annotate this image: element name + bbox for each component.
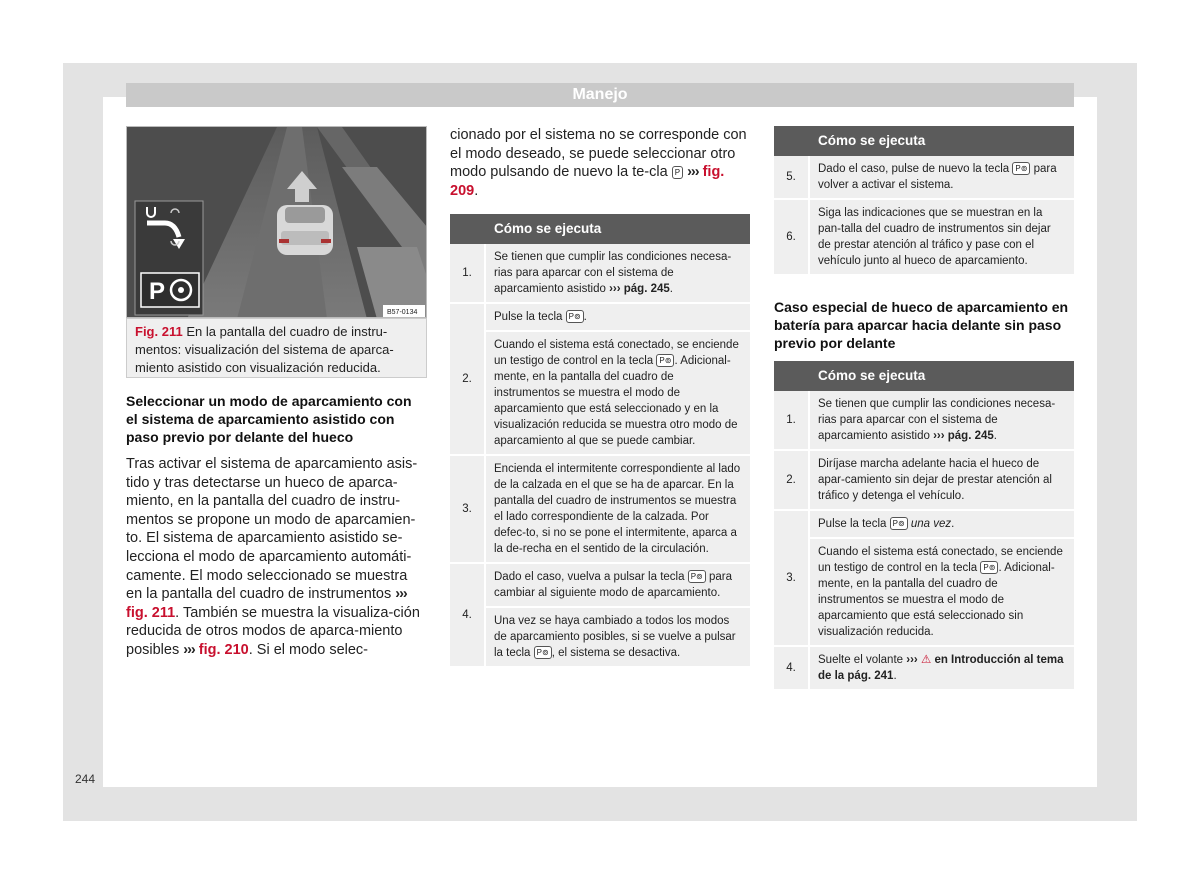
step-number: 1. [774,391,810,451]
step-text-main: Suelte el volante [818,654,904,666]
step-text-main: Dado el caso, vuelva a pulsar la tecla [494,571,685,583]
step-text-main: Pulse la tecla [818,518,887,530]
table-row [450,332,750,456]
para-text: cionado por el sistema no se corresponde con el modo deseado, se puede seleccionar otro modo pulsando de nuevo la te-cla [450,127,747,181]
table-header-num [450,214,486,244]
step-text-after: . [893,670,897,682]
ref-arrows: ››› [183,641,195,658]
step-text-main: Pulse la tecla [494,311,563,323]
parking-display-illustration [127,127,427,318]
park-assist-key-icon: P⊚ [1012,162,1030,175]
step-text [810,156,1074,200]
link-fig-211[interactable]: fig. 211 [126,604,176,621]
step-text-main: Encienda el intermitente correspondiente al lado de la calzada en el que se ha de aparcar. En la pantalla del cuadro de instrumentos se muestra el lado correspondiente de la calzada. Por defec-to, si no se pone el intermitente, aparca a la de-recha en el sentido de la circulación. [494,463,741,555]
step-text [810,647,1074,691]
table-header-num [774,361,810,391]
steps-table-1 [450,214,750,668]
figure-ref: Fig. 211 [135,324,183,339]
steps-table-2 [774,126,1074,276]
step-text-main: Cuando el sistema está conectado, se enciende un testigo de control en la tecla [494,339,739,367]
table-row [774,511,1074,539]
step-number: 2. [774,451,810,511]
ref-arrows: ››› [395,586,407,603]
park-assist-key-icon: P⊚ [980,561,998,574]
body-paragraph-left [126,455,424,660]
step-number: 6. [774,200,810,276]
step-emphasis: una vez [910,518,952,530]
park-assist-key-icon: P⊚ [534,646,552,659]
park-assist-key-icon: P [672,166,683,179]
ref-arrows: ››› [687,164,699,181]
steps-table-3 [774,361,1074,691]
table-header-title: Cómo se ejecuta [810,361,1074,391]
para-text: Tras activar el sistema de aparcamiento asis-tido y tras detectarse un hueco de aparca-miento, en la pantalla del cuadro de instru-mentos se propone un modo de aparcamien-to. El sistema de aparcamiento asistido se-lecciona el modo de aparcamiento automáti-camente. El modo seleccionado se muestra en la pantalla del cuadro de instrumentos [126,456,418,603]
step-text-after: . [583,311,587,323]
link-fig-210[interactable]: fig. 210 [198,641,249,658]
table-row [774,156,1074,200]
step-text-main: Se tienen que cumplir las condiciones necesa-rias para aparcar con el sistema de aparcamiento asistido [818,398,1056,442]
para-text: . Si el modo selec- [248,641,369,658]
table-header-row [450,214,750,244]
page-link[interactable]: ››› pág. 245 [609,283,670,295]
step-text [486,456,750,564]
table-row [774,647,1074,691]
table-row [774,539,1074,647]
car-icon [277,205,333,255]
table-header-num [774,126,810,156]
table-header-title: Cómo se ejecuta [486,214,750,244]
step-number: 3. [450,456,486,564]
warning-link[interactable]: ››› ⚠ en Introducción al tema de la pág. 241 [818,654,1064,682]
body-paragraph-middle [450,126,750,200]
table-header-row [774,126,1074,156]
page-number: 244 [75,772,96,786]
figure-caption-text: En la pantalla del cuadro de instru-mentos: visualización del sistema de aparca-miento asistido con visualización reducida. [135,324,394,375]
step-number: 4. [774,647,810,691]
step-text [486,304,750,332]
park-assist-key-icon: P⊚ [566,310,584,323]
page-link[interactable]: ››› pág. 245 [933,430,994,442]
step-number: 1. [450,244,486,304]
warning-triangle-icon: ⚠ [920,654,932,666]
step-text [486,244,750,304]
park-assist-key-icon: P⊚ [656,354,674,367]
step-text [810,200,1074,276]
step-number: 3. [774,511,810,647]
step-text [486,608,750,668]
para-text: . También se muestra la visualiza-ción reducida de otros modos de aparca-miento posibles [126,604,420,658]
table-row [450,304,750,332]
table-row [774,200,1074,276]
table-row [450,244,750,304]
step-text-after: para cambiar al siguiente modo de aparcamiento. [494,571,732,599]
park-assist-key-icon: P⊚ [890,517,908,530]
park-assist-key-icon: P⊚ [688,570,706,583]
step-text-main: Siga las indicaciones que se muestran en la pan-talla del cuadro de instrumentos sin dejar de prestar atención al tráfico y pase con el vehículo junto al hueco de aparcamiento. [818,207,1051,267]
figure-caption [126,318,427,378]
step-text [810,539,1074,647]
step-text-after: . [669,283,673,295]
svg-text:P: P [149,278,166,305]
table-row [774,451,1074,511]
step-text-after: . [951,518,955,530]
para-text: . [474,182,479,199]
step-text [486,332,750,456]
step-text-after: para volver a activar el sistema. [818,163,1057,191]
figure-211-image [126,126,427,318]
step-text [810,391,1074,451]
link-fig-209[interactable]: fig. 209 [450,164,725,199]
table-header-row [774,361,1074,391]
step-text-main: Cuando el sistema está conectado, se enciende un testigo de control en la tecla [818,546,1063,574]
section-heading-right: Caso especial de hueco de aparcamiento en batería para aparcar hacia delante sin paso previo por delante [774,299,1069,351]
step-text-after: . Adicional-mente, en la pantalla del cuadro de instrumentos se muestra el modo de aparcamiento que está seleccionado sin visualización reducida. [818,562,1055,638]
step-number: 5. [774,156,810,200]
step-text-main: Diríjase marcha adelante hacia el hueco de apar-camiento sin dejar de prestar atención al tráfico y detenga el vehículo. [818,458,1052,502]
table-row [450,608,750,668]
table-row [774,391,1074,451]
step-text-after: . [993,430,997,442]
step-text-main: Dado el caso, pulse de nuevo la tecla [818,163,1010,175]
table-row [450,456,750,564]
step-text-after: , el sistema se desactiva. [551,647,681,659]
section-heading-left: Seleccionar un modo de aparcamiento con el sistema de aparcamiento asistido con paso previo por delante del hueco [126,393,412,445]
step-text [486,564,750,608]
table-row [450,564,750,608]
step-text [810,451,1074,511]
step-number: 2. [450,304,486,456]
step-text-main: Una vez se haya cambiado a todos los modos de aparcamiento posibles, si se vuelve a pulsar la tecla [494,615,736,659]
step-text [810,511,1074,539]
image-code: B57-0134 [387,309,418,316]
step-number: 4. [450,564,486,668]
section-header: Manejo [126,83,1074,107]
step-text-after: . Adicional-mente, en la pantalla del cuadro de instrumentos se muestra el modo de aparcamiento que está seleccionado y en la visualización reducida se muestra otro modo de aparcamiento al que se puede cambiar. [494,355,738,447]
table-header-title: Cómo se ejecuta [810,126,1074,156]
step-text-main: Se tienen que cumplir las condiciones necesa-rias para aparcar con el sistema de aparcamiento asistido [494,251,732,295]
